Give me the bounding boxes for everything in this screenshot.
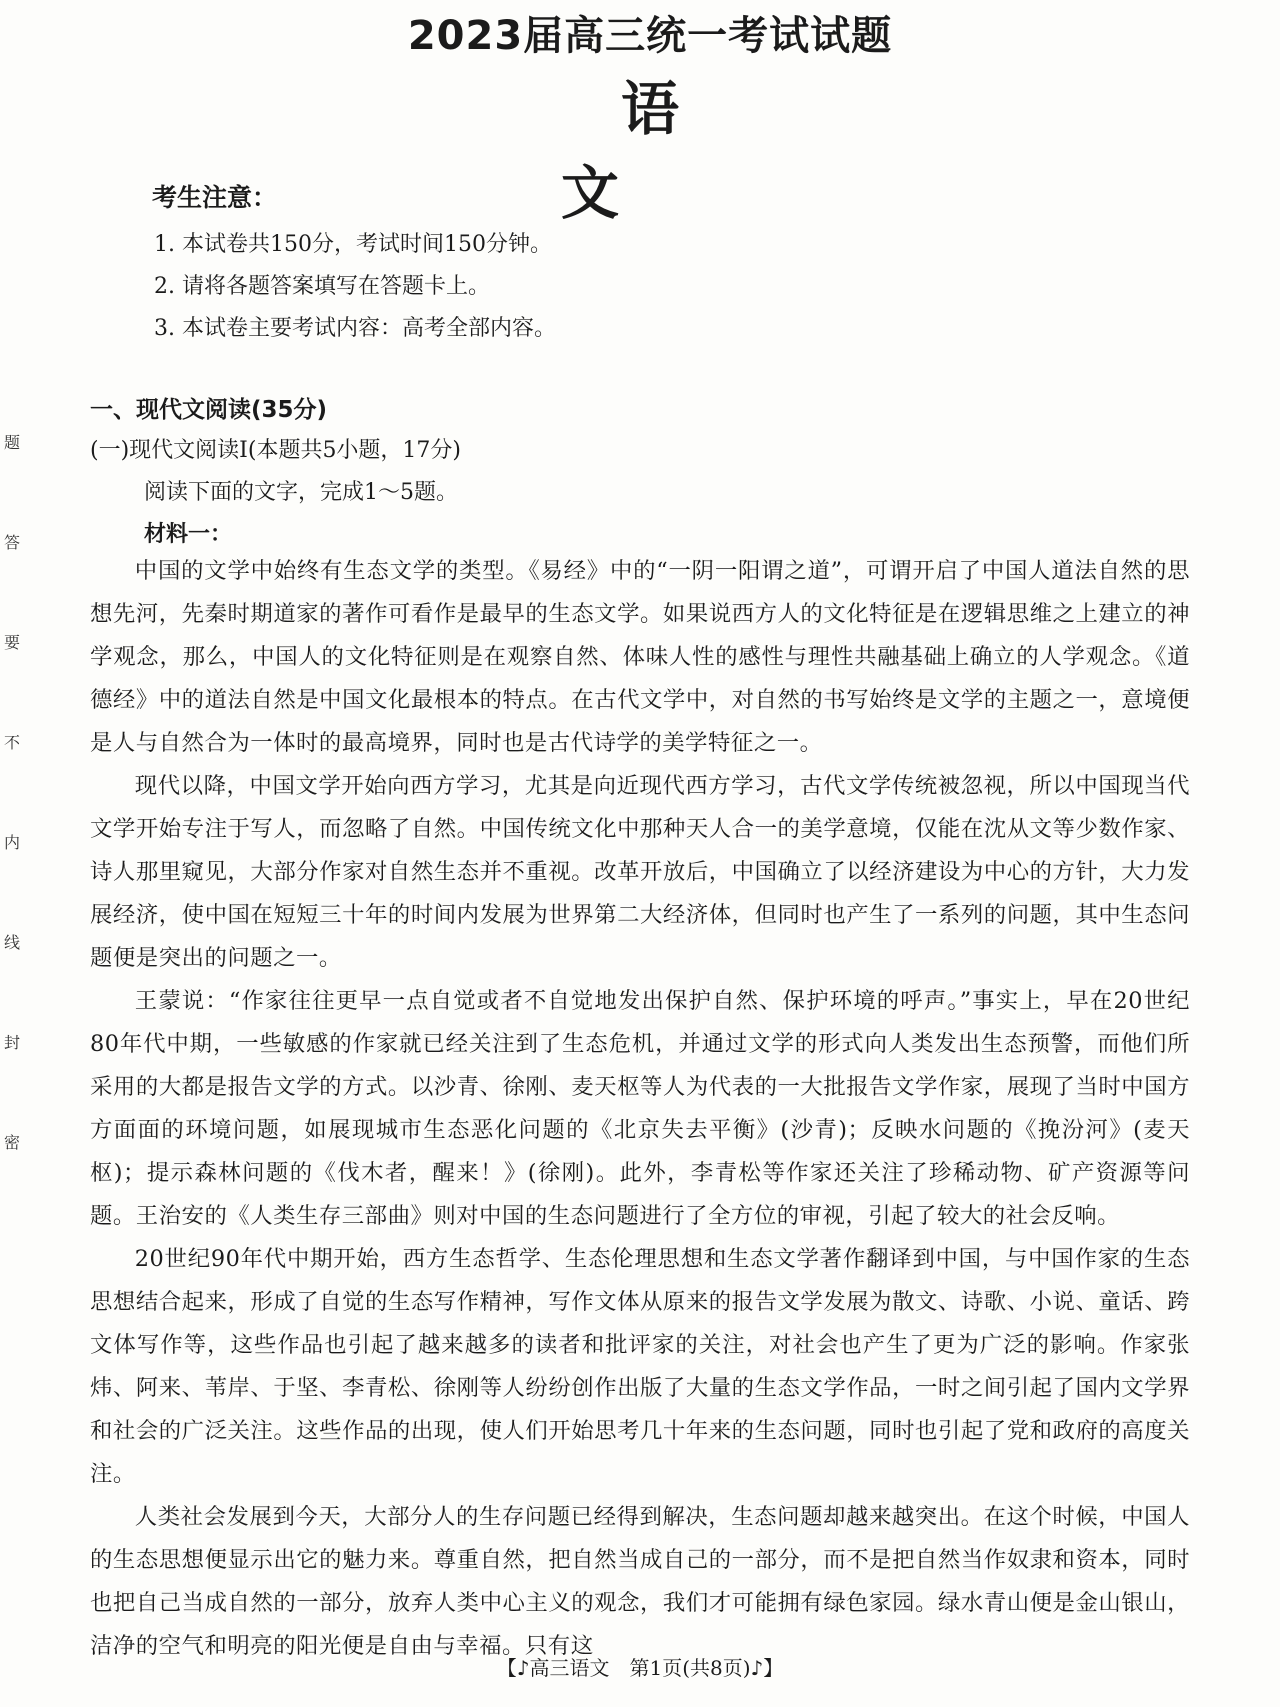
passage-paragraph: 人类社会发展到今天，大部分人的生存问题已经得到解决，生态问题却越来越突出。在这个时候，中国人的生态思想便显示出它的魅力来。尊重自然，把自然当成自己的一部分，而不是把自然当作奴隶和资本，同时也把自己当成自然的一部分，放弃人类中心主义的观念，我们才可能拥有绿色家园。绿水青山便是金山银山，洁净的空气和明亮的阳光便是自由与幸福。只有这 xyxy=(90,1504,1190,1659)
binding-char: 内 xyxy=(4,833,21,852)
subsection-title: (一)现代文阅读Ⅰ(本题共5小题，17分) xyxy=(90,438,462,463)
binding-char: 要 xyxy=(4,633,21,652)
notice-heading: 考生注意： xyxy=(152,183,278,212)
material-label: 材料一： xyxy=(144,522,233,547)
passage-paragraph: 王蒙说：“作家往往更早一点自觉或者不自觉地发出保护自然、保护环境的呼声。”事实上，早在20世纪80年代中期，一些敏感的作家就已经关注到了生态危机，并通过文学的形式向人类发出生态预警，而他们所采用的大都是报告文学的方式。以沙青、徐刚、麦天枢等人为代表的一大批报告文学作家，展现了当时中国方方面面的环境问题，如展现城市生态恶化问题的《北京失去平衡》(沙青)；反映水问题的《挽汾河》(麦天枢)；提示森林问题的《伐木者，醒来！》(徐刚)。此外，李青松等作家还关注了珍稀动物、矿产资源等问题。王治安的《人类生存三部曲》则对中国的生态问题进行了全方位的审视，引起了较大的社会反响。 xyxy=(90,988,1190,1229)
section-header xyxy=(90,390,1190,556)
reading-instruction: 阅读下面的文字，完成1～5题。 xyxy=(144,480,458,505)
section-title: 一、现代文阅读(35分) xyxy=(90,397,328,423)
passage-paragraph: 中国的文学中始终有生态文学的类型。《易经》中的“一阴一阳谓之道”，可谓开启了中国人道法自然的思想先河，先秦时期道家的著作可看作是最早的生态文学。如果说西方人的文化特征是在逻辑思维之上建立的神学观念，那么，中国人的文化特征则是在观察自然、体味人性的感性与理性共融基础上确立的人学观念。《道德经》中的道法自然是中国文化最根本的特点。在古代文学中，对自然的书写始终是文学的主题之一，意境便是人与自然合为一体时的最高境界，同时也是古代诗学的美学特征之一。 xyxy=(90,558,1190,756)
binding-margin xyxy=(0,430,30,1150)
candidate-notice xyxy=(152,178,852,350)
binding-char: 不 xyxy=(4,733,21,752)
notice-item: 3. 本试卷主要考试内容：高考全部内容。 xyxy=(154,316,556,341)
reading-passage xyxy=(90,550,1190,1668)
passage-paragraph: 20世纪90年代中期开始，西方生态哲学、生态伦理思想和生态文学著作翻译到中国，与中国作家的生态思想结合起来，形成了自觉的生态写作精神，写作文体从原来的报告文学发展为散文、诗歌、小说、童话、跨文体写作等，这些作品也引起了越来越多的读者和批评家的关注，对社会也产生了更为广泛的影响。作家张炜、阿来、苇岸、于坚、李青松、徐刚等人纷纷创作出版了大量的生态文学作品，一时之间引起了国内文学界和社会的广泛关注。这些作品的出现，使人们开始思考几十年来的生态问题，同时也引起了党和政府的高度关注。 xyxy=(90,1246,1190,1487)
passage-paragraph: 现代以降，中国文学开始向西方学习，尤其是向近现代西方学习，古代文学传统被忽视，所以中国现当代文学开始专注于写人，而忽略了自然。中国传统文化中那种天人合一的美学意境，仅能在沈从文等少数作家、诗人那里窥见，大部分作家对自然生态并不重视。改革开放后，中国确立了以经济建设为中心的方针，大力发展经济，使中国在短短三十年的时间内发展为世界第二大经济体，但同时也产生了一系列的问题，其中生态问题便是突出的问题之一。 xyxy=(90,773,1190,971)
binding-char: 封 xyxy=(4,1033,21,1052)
binding-char: 题 xyxy=(4,433,21,452)
binding-char: 答 xyxy=(4,533,21,552)
notice-item: 2. 请将各题答案填写在答题卡上。 xyxy=(154,274,490,299)
notice-item: 1. 本试卷共150分，考试时间150分钟。 xyxy=(154,232,552,257)
binding-char: 密 xyxy=(4,1133,21,1152)
exam-title: 2023届高三统一考试试题 xyxy=(407,13,893,59)
subject-title: 语文 xyxy=(560,75,799,227)
page-footer: 【♪高三语文 第1页(共8页)♪】 xyxy=(496,1656,784,1680)
binding-char: 线 xyxy=(4,933,21,952)
